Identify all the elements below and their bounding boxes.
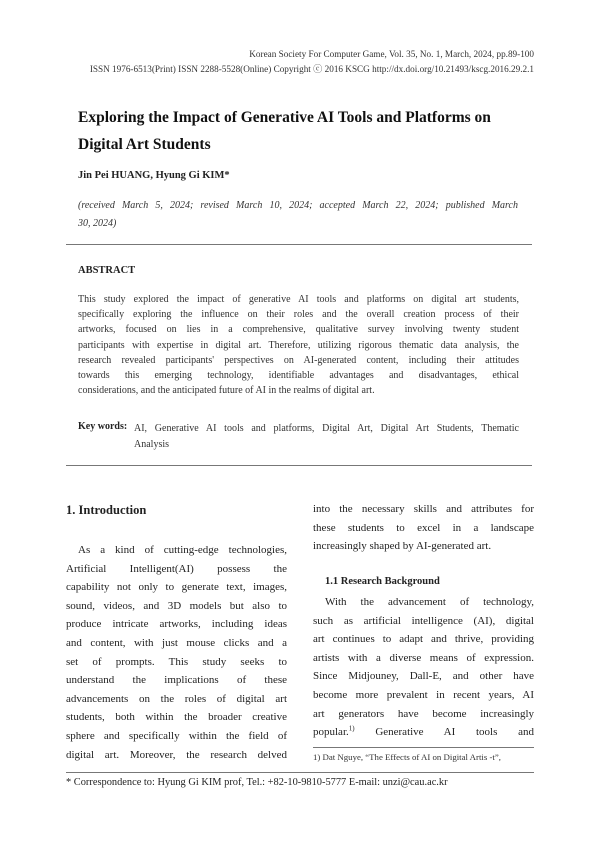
body-line: such as artificial intelligence (AI), digital xyxy=(313,614,534,627)
received-line2: 30, 2024) xyxy=(78,218,117,229)
body-line: digital art. Moreover, the research delved xyxy=(66,748,287,761)
body-line: produce intricate artworks, including ideas xyxy=(66,618,287,631)
abstract-top-rule xyxy=(66,244,532,245)
keywords-label: Key words: xyxy=(78,421,128,432)
authors: Jin Pei HUANG, Hyung Gi KIM* xyxy=(78,170,230,181)
correspondence: * Correspondence to: Hyung Gi KIM prof, Tel.: +82-10-9810-5777 E-mail: unzi@cau.ac.kr xyxy=(66,777,448,788)
body-line: With the advancement of technology, xyxy=(325,596,534,608)
body-text: Generative AI tools and xyxy=(375,726,534,739)
body-line: As a kind of cutting-edge technologies, xyxy=(78,544,287,556)
abstract-line: artworks, focused on lies in a comprehensive, qualitative survey involving twenty student xyxy=(78,324,519,336)
body-line: understand the implications of these xyxy=(66,674,287,687)
abstract-line: research revealed participants' perspectives on AI-generated content, including their attitudes xyxy=(78,354,519,366)
intro-left-column xyxy=(66,541,287,764)
body-line xyxy=(313,723,534,742)
body-line: advancements on the roles of digital art xyxy=(66,692,287,705)
body-line: artists with a diverse means of expression. xyxy=(313,651,534,664)
footnote-rule xyxy=(313,747,534,748)
title-line1: Exploring the Impact of Generative AI Tools and Platforms on xyxy=(78,109,491,126)
body-line: set of prompts. This study seeks to xyxy=(66,655,287,668)
body-line: art continues to adapt and thrive, providing xyxy=(313,633,534,646)
title-line2: Digital Art Students xyxy=(78,136,211,153)
abstract-line: This study explored the impact of generative AI tools and platforms on digital art students, xyxy=(78,294,519,305)
footnote-ref[interactable]: 1) xyxy=(348,724,355,733)
abstract-body xyxy=(78,292,519,398)
background-column xyxy=(313,593,534,742)
subsection-heading-research-background: 1.1 Research Background xyxy=(325,576,440,587)
paper-title xyxy=(78,104,538,158)
abstract-line: towards this emerging technology, identifiable advantages and disadvantages, ethical xyxy=(78,369,519,381)
body-line: art generators have become increasingly xyxy=(313,707,534,720)
body-line: and content, with just mouse clicks and a xyxy=(66,636,287,649)
keywords-line: AI, Generative AI tools and platforms, Digital Art, Digital Art Students, Thematic xyxy=(134,423,519,434)
body-line: these students to excel in a landscape xyxy=(313,521,534,534)
keywords-text xyxy=(134,421,519,453)
body-line: into the necessary skills and attributes for xyxy=(313,503,534,515)
received-line1: (received March 5, 2024; revised March 10, 2024; accepted March 22, 2024; published March xyxy=(78,200,518,211)
body-line: students, both within the broader creative xyxy=(66,711,287,724)
body-line: sound, videos, and 3D models but also to xyxy=(66,599,287,612)
received-dates xyxy=(78,197,518,233)
abstract-heading: ABSTRACT xyxy=(78,265,136,276)
body-line: capability not only to generate text, images, xyxy=(66,581,287,594)
correspondence-rule xyxy=(66,772,534,773)
keywords-line: Analysis xyxy=(134,439,169,450)
journal-header-line1: Korean Society For Computer Game, Vol. 35, No. 1, March, 2024, pp.89-100 xyxy=(249,49,534,59)
abstract-line: considerations, and the anticipated future of AI in the realms of digital art. xyxy=(78,385,375,397)
body-line: increasingly shaped by AI-generated art. xyxy=(313,540,492,553)
body-line: Artificial Intelligent(AI) possess the xyxy=(66,562,287,575)
body-line: sphere and specifically within the field of xyxy=(66,729,287,742)
footnote: 1) Dat Nguye, “The Effects of AI on Digital Artis -t”, xyxy=(313,752,501,762)
abstract-bottom-rule xyxy=(66,465,532,466)
section-heading-introduction: 1. Introduction xyxy=(66,503,147,517)
body-line: become more prevalent in recent years, AI xyxy=(313,688,534,701)
journal-header-line2: ISSN 1976-6513(Print) ISSN 2288-5528(Online) Copyright ⓒ 2016 KSCG http://dx.doi.org/10.21493/kscg.2016.29.2.1 xyxy=(89,64,534,74)
abstract-line: specifically exploring the influence on their roles and the overall creation process of their xyxy=(78,309,519,321)
body-line: Since Midjouney, Dall-E, and other have xyxy=(313,670,534,683)
body-text: popular. xyxy=(313,726,349,739)
abstract-line: participants with expertise in digital art. Therefore, utilizing rigorous thematic data analysis, the xyxy=(78,339,519,351)
intro-right-column-top xyxy=(313,500,534,556)
